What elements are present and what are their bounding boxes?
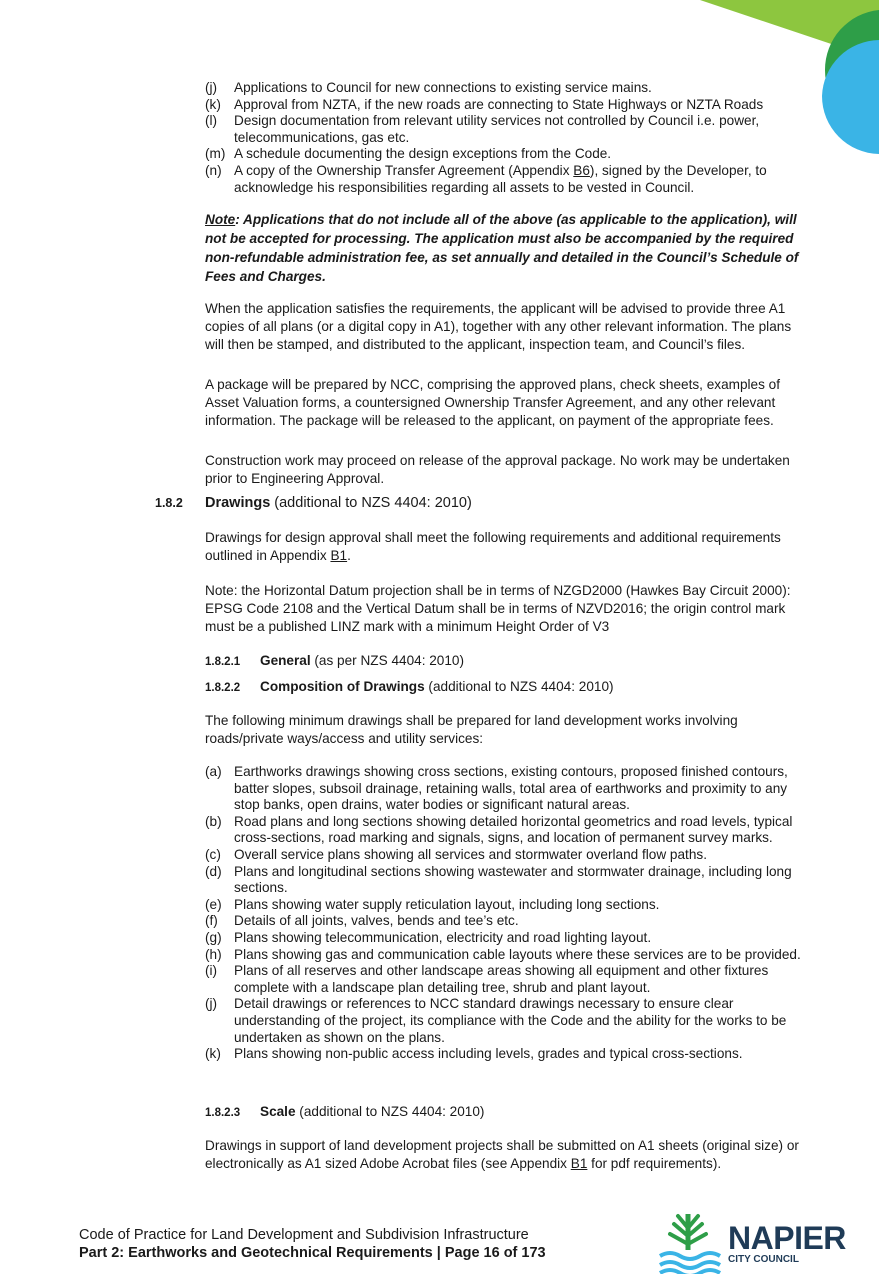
appendix-link[interactable]: B6 xyxy=(573,162,590,178)
footer-page-info: Part 2: Earthworks and Geotechnical Requirements | Page 16 of 173 xyxy=(79,1245,546,1261)
list-item: (k) Approval from NZTA, if the new roads are connecting to State Highways or NZTA Roads xyxy=(205,96,764,112)
section-heading: 1.8.2 Drawings (additional to NZS 4404: 2010) xyxy=(155,495,472,511)
paragraph: Construction work may proceed on release of the approval package. No work may be undertaken prior to Engineering Approval. xyxy=(205,453,790,486)
list-item: (l) Design documentation from relevant utility services not controlled by Council i.e. power, telecommunications, gas etc. xyxy=(205,113,760,145)
list-item: (e) Plans showing water supply reticulation layout, including long sections. xyxy=(205,896,660,912)
paragraph: The following minimum drawings shall be prepared for land development works involving roads/private ways/access and utility services: xyxy=(205,713,738,746)
list-item: (c) Overall service plans showing all services and stormwater overland flow paths. xyxy=(205,846,707,862)
paragraph: Drawings for design approval shall meet the following requirements and additional requirements outlined in Appendix B1. xyxy=(205,530,781,563)
datum-note: Note: the Horizontal Datum projection shall be in terms of NZGD2000 (Hawkes Bay Circuit 2000): EPSG Code 2108 and the Vertical Datum shall be in terms of NZVD2016; the origin control mark must be a published LINZ mark with a minimum Height Order of V3 xyxy=(205,583,791,634)
paragraph: When the application satisfies the requirements, the applicant will be advised to provide three A1 copies of all plans (or a digital copy in A1), together with any other relevant information. The plans will then be stamped, and distributed to the applicant, inspection team, and Council’s files. xyxy=(205,301,792,352)
list-item: (d) Plans and longitudinal sections showing wastewater and stormwater drainage, including long sections. xyxy=(205,863,792,896)
list-item: (b) Road plans and long sections showing detailed horizontal geometrics and road levels, typical cross-sections, road marking and signals, signs, and location of permanent survey marks. xyxy=(205,813,793,846)
subsection-heading: 1.8.2.1 General (as per NZS 4404: 2010) xyxy=(205,653,465,668)
list-item: (i) Plans of all reserves and other landscape areas showing all equipment and other fixtures complete with a landscape plan detailing tree, shrub and plant layout. xyxy=(205,963,769,995)
subsection-heading: 1.8.2.3 Scale (additional to NZS 4404: 2010) xyxy=(205,1104,485,1119)
application-requirements-list xyxy=(205,80,805,196)
list-item: (a) Earthworks drawings showing cross sections, existing contours, proposed finished contours, batter slopes, subsoil drainage, retaining walls, total area of earthworks and proximity to any stop banks, open drains, water bodies or significant natural areas. xyxy=(205,764,788,813)
list-item: (g) Plans showing telecommunication, electricity and road lighting layout. xyxy=(205,929,652,945)
appendix-link[interactable]: B1 xyxy=(570,1156,588,1171)
paragraph: A package will be prepared by NCC, comprising the approved plans, check sheets, examples of Asset Valuation forms, a countersigned Ownership Transfer Agreement, and any other relevant information. The package will be released to the applicant, on payment of the appropriate fees. xyxy=(205,377,781,428)
note-paragraph: Note: Applications that do not include all of the above (as applicable to the application), will not be accepted for processing. The application must also be accompanied by the required non-refundable administration fee, as set annually and detailed in the Council’s Schedule of Fees and Charges. xyxy=(205,212,799,284)
list-item: (m) A schedule documenting the design exceptions from the Code. xyxy=(205,146,612,162)
subsection-heading: 1.8.2.2 Composition of Drawings (additional to NZS 4404: 2010) xyxy=(205,679,614,694)
page-footer xyxy=(79,1226,546,1262)
footer-title: Code of Practice for Land Development and Subdivision Infrastructure xyxy=(79,1227,529,1243)
list-item: (f) Details of all joints, valves, bends and tee’s etc. xyxy=(205,913,519,929)
list-item: (k) Plans showing non-public access including levels, grades and typical cross-sections. xyxy=(205,1046,743,1062)
paragraph: Drawings in support of land development projects shall be submitted on A1 sheets (original size) or electronically as A1 sized Adobe Acrobat files (see Appendix B1 for pdf requirements). xyxy=(205,1138,799,1171)
list-item: (h) Plans showing gas and communication cable layouts where these services are to be provided. xyxy=(205,946,801,962)
list-item: (j) Applications to Council for new connections to existing service mains. xyxy=(205,80,652,95)
list-item: (j) Detail drawings or references to NCC standard drawings necessary to ensure clear understanding of the project, its compliance with the Code and the ability for the works to be undertaken as shown on the plans. xyxy=(205,996,787,1045)
list-item: (n) A copy of the Ownership Transfer Agreement (Appendix B6), signed by the Developer, to acknowledge his responsibilities regarding all assets to be vested in Council. xyxy=(205,162,767,195)
appendix-link[interactable]: B1 xyxy=(330,548,348,563)
logo-wordmark: NAPIER CITY COUNCIL xyxy=(728,1220,846,1265)
drawings-list xyxy=(205,764,805,1063)
